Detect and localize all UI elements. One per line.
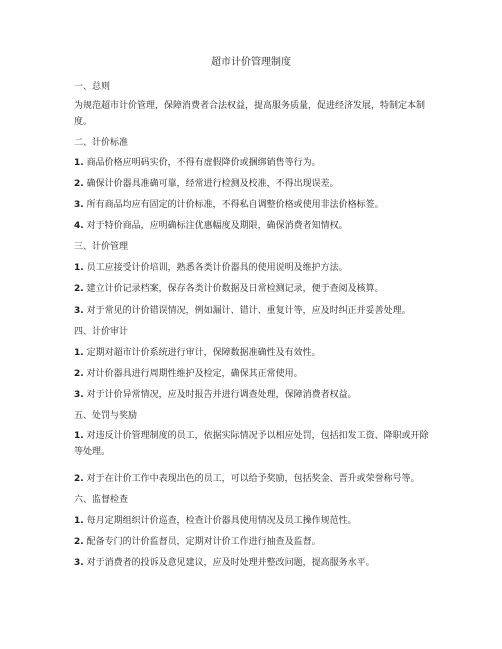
list-item-number: 3. (74, 200, 84, 210)
list-item (74, 347, 434, 359)
list-item (74, 368, 434, 380)
list-item (74, 305, 434, 317)
list-item-number: 2. (74, 369, 84, 379)
list-item-number: 2. (74, 474, 84, 484)
list-item-text: 每月定期组织计价巡查，检查计价器具使用情况及员工操作规范性。 (86, 516, 357, 526)
list-item-text: 对于计价异常情况，应及时报告并进行调查处理，保障消费者权益。 (86, 390, 357, 400)
list-item-number: 1. (74, 431, 84, 441)
list-item (74, 473, 434, 485)
list-item-number: 1. (74, 348, 84, 358)
list-item (74, 199, 434, 211)
list-item-text: 对于消费者的投诉及意见建议，应及时处理并整改问题，提高服务水平。 (86, 558, 375, 568)
list-item-number: 4. (74, 221, 84, 231)
list-item (74, 515, 434, 527)
list-item (74, 428, 432, 460)
list-item-number: 3. (74, 390, 84, 400)
list-item-number: 2. (74, 179, 84, 189)
list-item-text: 定期对超市计价系统进行审计，保障数据准确性及有效性。 (86, 348, 321, 358)
list-item (74, 262, 434, 274)
list-item-number: 1. (74, 158, 84, 168)
list-item-text: 商品价格应明码实价，不得有虚假降价或捆绑销售等行为。 (86, 158, 321, 168)
list-item-number: 2. (74, 537, 84, 547)
list-item-text: 对于在计价工作中表现出色的员工，可以给予奖励，包括奖金、晋升或荣誉称号等。 (86, 474, 420, 484)
list-item (74, 157, 434, 169)
list-item-number: 2. (74, 284, 84, 294)
list-item-text: 所有商品均应有固定的计价标准，不得私自调整价格或使用非法价格标签。 (86, 200, 384, 210)
list-item-text: 对计价器具进行周期性维护及检定，确保其正常使用。 (86, 369, 303, 379)
list-item-text: 对于特价商品，应明确标注优惠幅度及期限，确保消费者知情权。 (86, 221, 348, 231)
section-heading: 四、计价审计 (74, 327, 129, 337)
list-item-text: 对违反计价管理制度的员工，依据实际情况予以相应处罚，包括扣发工资、降职或开除等处理。 (74, 431, 429, 457)
list-item-number: 1. (74, 516, 84, 526)
list-item (74, 283, 434, 295)
section-heading: 三、计价管理 (74, 242, 129, 252)
list-item-text: 确保计价器具准确可靠，经常进行检测及校准，不得出现误差。 (86, 179, 339, 189)
list-item-text: 员工应接受计价培训，熟悉各类计价器具的使用说明及维护方法。 (86, 263, 348, 273)
list-item-text: 对于常见的计价错误情况，例如漏计、错计、重复计等，应及时纠正并妥善处理。 (86, 306, 411, 316)
section-paragraph: 为规范超市计价管理，保障消费者合法权益，提高服务质量，促进经济发展，特制定本制度。 (74, 101, 426, 127)
section-heading: 六、监督检查 (74, 495, 129, 505)
section-heading: 五、处罚与奖励 (74, 411, 138, 421)
section-heading: 一、总则 (74, 82, 111, 92)
section-heading: 二、计价标准 (74, 138, 129, 148)
document-title: 超市计价管理制度 (211, 57, 291, 68)
list-item (74, 178, 434, 190)
list-item (74, 220, 434, 232)
list-item-text: 建立计价记录档案，保存各类计价数据及日常检测记录，便于查阅及核算。 (86, 284, 384, 294)
list-item-number: 3. (74, 558, 84, 568)
list-item-number: 1. (74, 263, 84, 273)
list-item (74, 389, 434, 401)
list-item-number: 3. (74, 306, 84, 316)
list-item-text: 配备专门的计价监督员，定期对计价工作进行抽查及监督。 (86, 537, 321, 547)
list-item (74, 536, 434, 548)
list-item (74, 557, 434, 569)
